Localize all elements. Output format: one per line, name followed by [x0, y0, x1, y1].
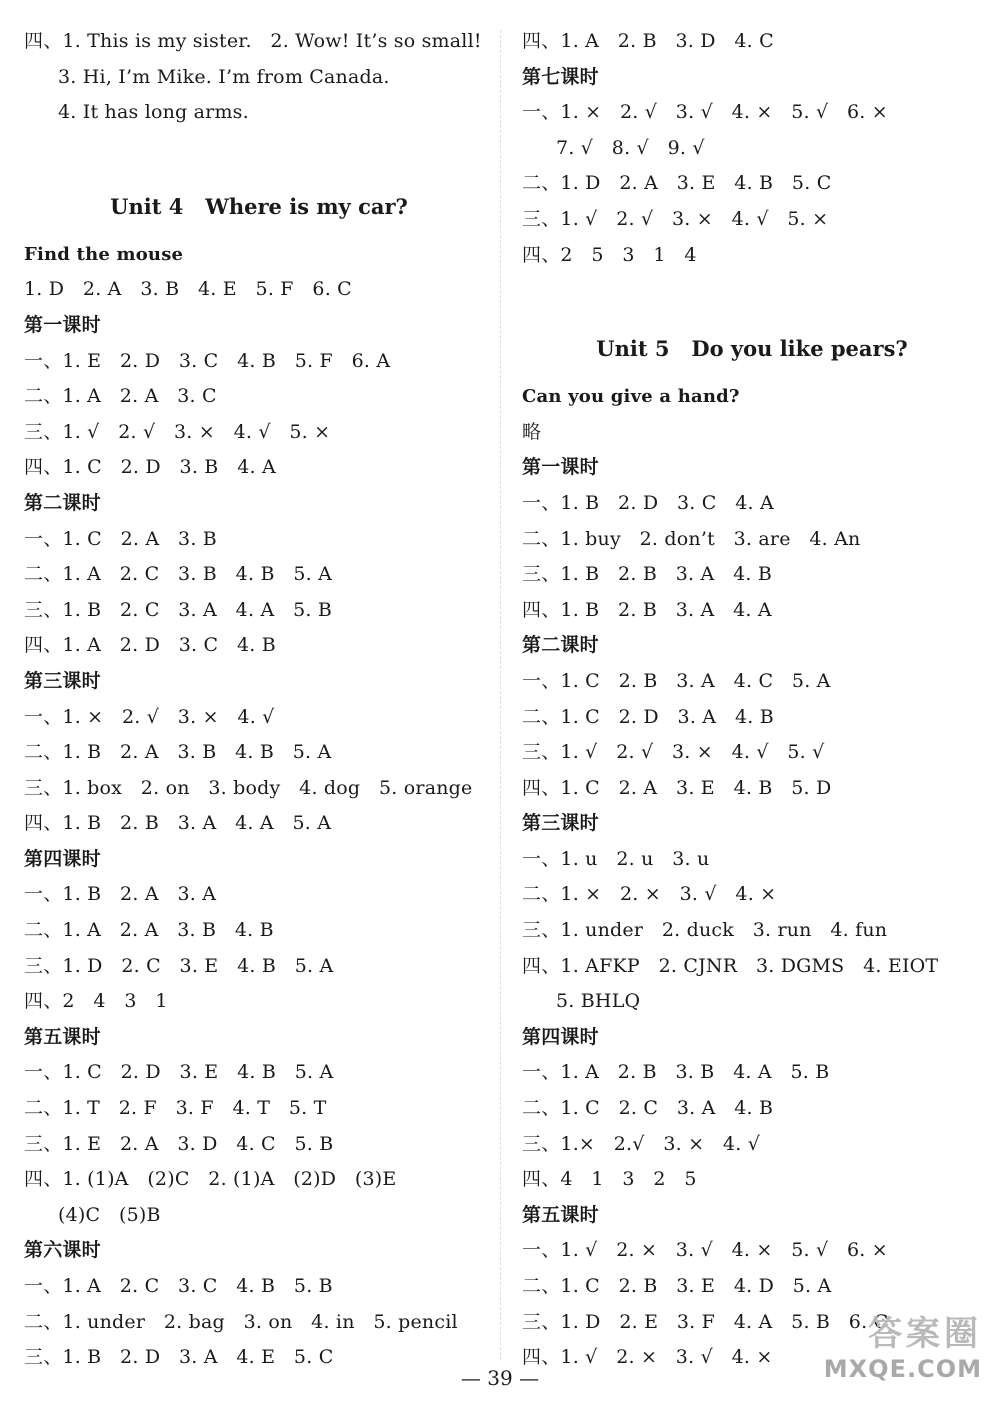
- answer-line: 二、1. A 2. A 3. C: [24, 385, 217, 408]
- answer-line: 一、1. × 2. √ 3. × 4. √: [24, 705, 275, 728]
- answer-line: 四、1. B 2. B 3. A 4. A: [522, 598, 772, 621]
- page-footer: — 39 —: [460, 1366, 540, 1390]
- answer-line: 一、1. u 2. u 3. u: [522, 847, 710, 870]
- watermark-text: 答案圈: [868, 1314, 982, 1354]
- answer-line: 3. Hi, I’m Mike. I’m from Canada.: [58, 65, 390, 88]
- answer-line: 一、1. A 2. C 3. C 4. B 5. B: [24, 1275, 333, 1297]
- answer-line: 二、1. C 2. B 3. E 4. D 5. A: [522, 1275, 832, 1297]
- answer-line: 三、1. √ 2. √ 3. × 4. √ 5. ×: [24, 420, 331, 443]
- answer-line: 四、1. AFKP 2. CJNR 3. DGMS 4. EIOT: [522, 954, 939, 977]
- page-number: 39: [487, 1366, 513, 1390]
- unit-title: Unit 5 Do you like pears?: [596, 336, 908, 362]
- watermark-logo: [762, 1306, 982, 1386]
- answer-line: 一、1. C 2. D 3. E 4. B 5. A: [24, 1061, 334, 1084]
- answer-line: 二、1. D 2. A 3. E 4. B 5. C: [522, 172, 832, 195]
- answer-line: 5. BHLQ: [556, 990, 641, 1013]
- answer-line: 三、1. D 2. C 3. E 4. B 5. A: [24, 954, 334, 977]
- answer-line: 三、1. B 2. D 3. A 4. E 5. C: [24, 1346, 334, 1369]
- answer-line: 二、1. × 2. × 3. √ 4. ×: [522, 883, 777, 906]
- answer-line: 四、1. This is my sister. 2. Wow! It’s so small!: [24, 30, 482, 52]
- spacer: [24, 131, 494, 165]
- answer-line: 三、1. under 2. duck 3. run 4. fun: [522, 919, 888, 942]
- answer-line: 二、1. buy 2. don’t 3. are 4. An: [522, 527, 861, 550]
- lesson-heading: 第五课时: [24, 1025, 101, 1048]
- answer-line: 四、2 5 3 1 4: [522, 243, 697, 266]
- answer-line: 二、1. A 2. A 3. B 4. B: [24, 919, 274, 942]
- answer-line: 一、1. B 2. A 3. A: [24, 883, 217, 906]
- answer-line: 三、1. D 2. E 3. F 4. A 5. B 6. C: [522, 1310, 889, 1333]
- answer-line: 四、1. C 2. A 3. E 4. B 5. D: [522, 776, 832, 799]
- lesson-heading: 第四课时: [24, 847, 101, 870]
- answer-line: 三、1.× 2.√ 3. × 4. √: [522, 1132, 761, 1155]
- answer-line: 一、1. A 2. B 3. B 4. A 5. B: [522, 1061, 830, 1084]
- answer-line: 一、1. C 2. A 3. B: [24, 527, 217, 550]
- answer-line: 一、1. E 2. D 3. C 4. B 5. F 6. A: [24, 349, 391, 372]
- lesson-heading: 第四课时: [522, 1025, 599, 1048]
- answer-line: 三、1. box 2. on 3. body 4. dog 5. orange: [24, 776, 473, 799]
- lesson-heading: 第三课时: [522, 812, 599, 835]
- column-divider: [500, 30, 501, 1360]
- lesson-heading: 第五课时: [522, 1203, 599, 1226]
- answer-line: 四、2 4 3 1: [24, 990, 168, 1013]
- answer-line: 三、1. B 2. C 3. A 4. A 5. B: [24, 598, 333, 621]
- answer-line: 四、1. A 2. B 3. D 4. C: [522, 30, 774, 52]
- answer-line: 四、1. C 2. D 3. B 4. A: [24, 456, 276, 479]
- watermark-url: MXQE.COM: [823, 1355, 982, 1383]
- unit-title: Unit 4 Where is my car?: [110, 193, 408, 219]
- answer-line: 4. It has long arms.: [58, 101, 249, 124]
- answer-line: 三、1. √ 2. √ 3. × 4. √ 5. √: [522, 741, 825, 764]
- lesson-heading: 第一课时: [522, 456, 599, 479]
- lesson-heading: 第二课时: [522, 634, 599, 657]
- answer-line: 二、1. C 2. D 3. A 4. B: [522, 705, 774, 728]
- answer-line: 二、1. C 2. C 3. A 4. B: [522, 1097, 774, 1120]
- answer-line: 三、1. √ 2. √ 3. × 4. √ 5. ×: [522, 207, 829, 230]
- section-subtitle: Find the mouse: [24, 243, 184, 265]
- answer-line: 二、1. T 2. F 3. F 4. T 5. T: [24, 1097, 327, 1120]
- answer-line: 7. √ 8. √ 9. √: [556, 136, 705, 159]
- answer-line: 二、1. B 2. A 3. B 4. B 5. A: [24, 741, 332, 764]
- section-subtitle: Can you give a hand?: [522, 386, 740, 408]
- answer-line: 一、1. √ 2. × 3. √ 4. × 5. √ 6. ×: [522, 1239, 888, 1262]
- answer-line: 略: [522, 420, 542, 443]
- answer-line: 四、1. A 2. D 3. C 4. B: [24, 634, 276, 657]
- answer-line: 四、1. (1)A (2)C 2. (1)A (2)D (3)E: [24, 1168, 397, 1191]
- lesson-heading: 第六课时: [24, 1239, 101, 1262]
- left-column: [24, 24, 494, 1376]
- lesson-heading: 第三课时: [24, 669, 101, 692]
- answer-line: (4)C (5)B: [58, 1203, 161, 1226]
- answer-line: 三、1. E 2. A 3. D 4. C 5. B: [24, 1132, 334, 1155]
- right-column: [522, 24, 982, 1376]
- answer-line: 四、1. B 2. B 3. A 4. A 5. A: [24, 812, 332, 835]
- lesson-heading: 第二课时: [24, 491, 101, 514]
- answer-line: 二、1. under 2. bag 3. on 4. in 5. pencil: [24, 1310, 458, 1333]
- answer-line: 一、1. C 2. B 3. A 4. C 5. A: [522, 669, 831, 692]
- answer-line: 1. D 2. A 3. B 4. E 5. F 6. C: [24, 278, 352, 301]
- answer-line: 四、4 1 3 2 5: [522, 1168, 697, 1191]
- answer-line: 一、1. B 2. D 3. C 4. A: [522, 491, 774, 514]
- spacer: [522, 273, 982, 307]
- answer-line: 二、1. A 2. C 3. B 4. B 5. A: [24, 563, 333, 586]
- answer-line: 三、1. B 2. B 3. A 4. B: [522, 563, 773, 586]
- lesson-heading: 第七课时: [522, 65, 599, 88]
- answer-line: 一、1. × 2. √ 3. √ 4. × 5. √ 6. ×: [522, 101, 888, 124]
- answer-line: 四、1. √ 2. × 3. √ 4. ×: [522, 1346, 773, 1369]
- lesson-heading: 第一课时: [24, 313, 101, 336]
